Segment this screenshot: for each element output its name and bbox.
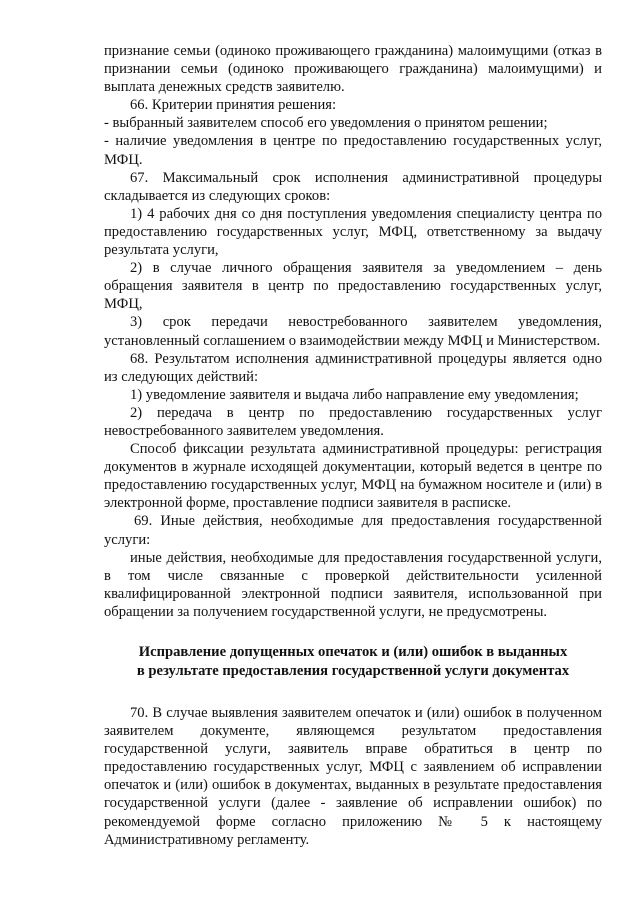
paragraph-68: 68. Результатом исполнения административной процедуры является одно из следующих действий:	[104, 350, 602, 385]
paragraph-fixation-method: Способ фиксации результата административной процедуры: регистрация документов в журнале исходящей документации, который ведется в центре по предоставлению государственных услуг, МФЦ на бумажном носителе и (или) в электронной форме, проставление подписи заявителя в расписке.	[104, 441, 602, 512]
list-item-68-1: 1) уведомление заявителя и выдача либо направление ему уведомления;	[130, 386, 579, 403]
paragraph-67: 67. Максимальный срок исполнения административной процедуры складывается из следующих сроков:	[104, 169, 602, 204]
list-item-66-1: - выбранный заявителем способ его уведомления о принятом решении;	[104, 115, 548, 132]
list-item-68-2: 2) передача в центр по предоставлению государственных услуг невостребованного заявителем уведомления.	[104, 404, 602, 439]
section-heading	[104, 643, 602, 680]
list-item-66-2: - наличие уведомления в центре по предоставлению государственных услуг, МФЦ.	[104, 133, 602, 168]
paragraph-69: 69. Иные действия, необходимые для предоставления государственной услуги:	[104, 513, 602, 548]
paragraph-69-text: иные действия, необходимые для предоставления государственной услуги, в том числе связанные с проверкой действительности усиленной квалифицированной электронной подписи заявителя, использованной при обращении за получением государственной услуги, не предусмотрены.	[104, 549, 602, 620]
paragraph-66-title: 66. Критерии принятия решения:	[130, 97, 337, 114]
document-page	[104, 42, 602, 849]
list-item-67-2: 2) в случае личного обращения заявителя за уведомлением – день обращения заявителя в центр по предоставлению государственных услуг, МФЦ,	[104, 260, 602, 313]
paragraph-70: 70. В случае выявления заявителем опечаток и (или) ошибок в полученном заявителем документе, являющемся результатом предоставления государственной услуги, заявитель вправе обратиться в центр по предоставлению государственных услуг, МФЦ с заявлением об исправлении опечаток и (или) ошибок в документах, выданных в результате предоставления государственной услуги (далее - заявление об исправлении ошибок) по рекомендуемой форме согласно приложению № 5 к настоящему Административному регламенту.	[104, 705, 602, 848]
section-heading-line-2: в результате предоставления государственной услуги документах	[136, 662, 570, 679]
paragraph-continuation: признание семьи (одиноко проживающего гражданина) малоимущими (отказ в признании семьи (одиноко проживающего гражданина) малоимущими) и выплата денежных средств заявителю.	[104, 43, 602, 96]
section-heading-line-1: Исправление допущенных опечаток и (или) ошибок в выданных	[138, 644, 568, 660]
list-item-67-3: 3) срок передачи невостребованного заявителем уведомления, установленный соглашением о взаимодействии между МФЦ и Министерством.	[104, 314, 602, 349]
list-item-67-1: 1) 4 рабочих дня со дня поступления уведомления специалисту центра по предоставлению государственных услуг, МФЦ, ответственному за выдачу результата услуги,	[104, 205, 602, 259]
